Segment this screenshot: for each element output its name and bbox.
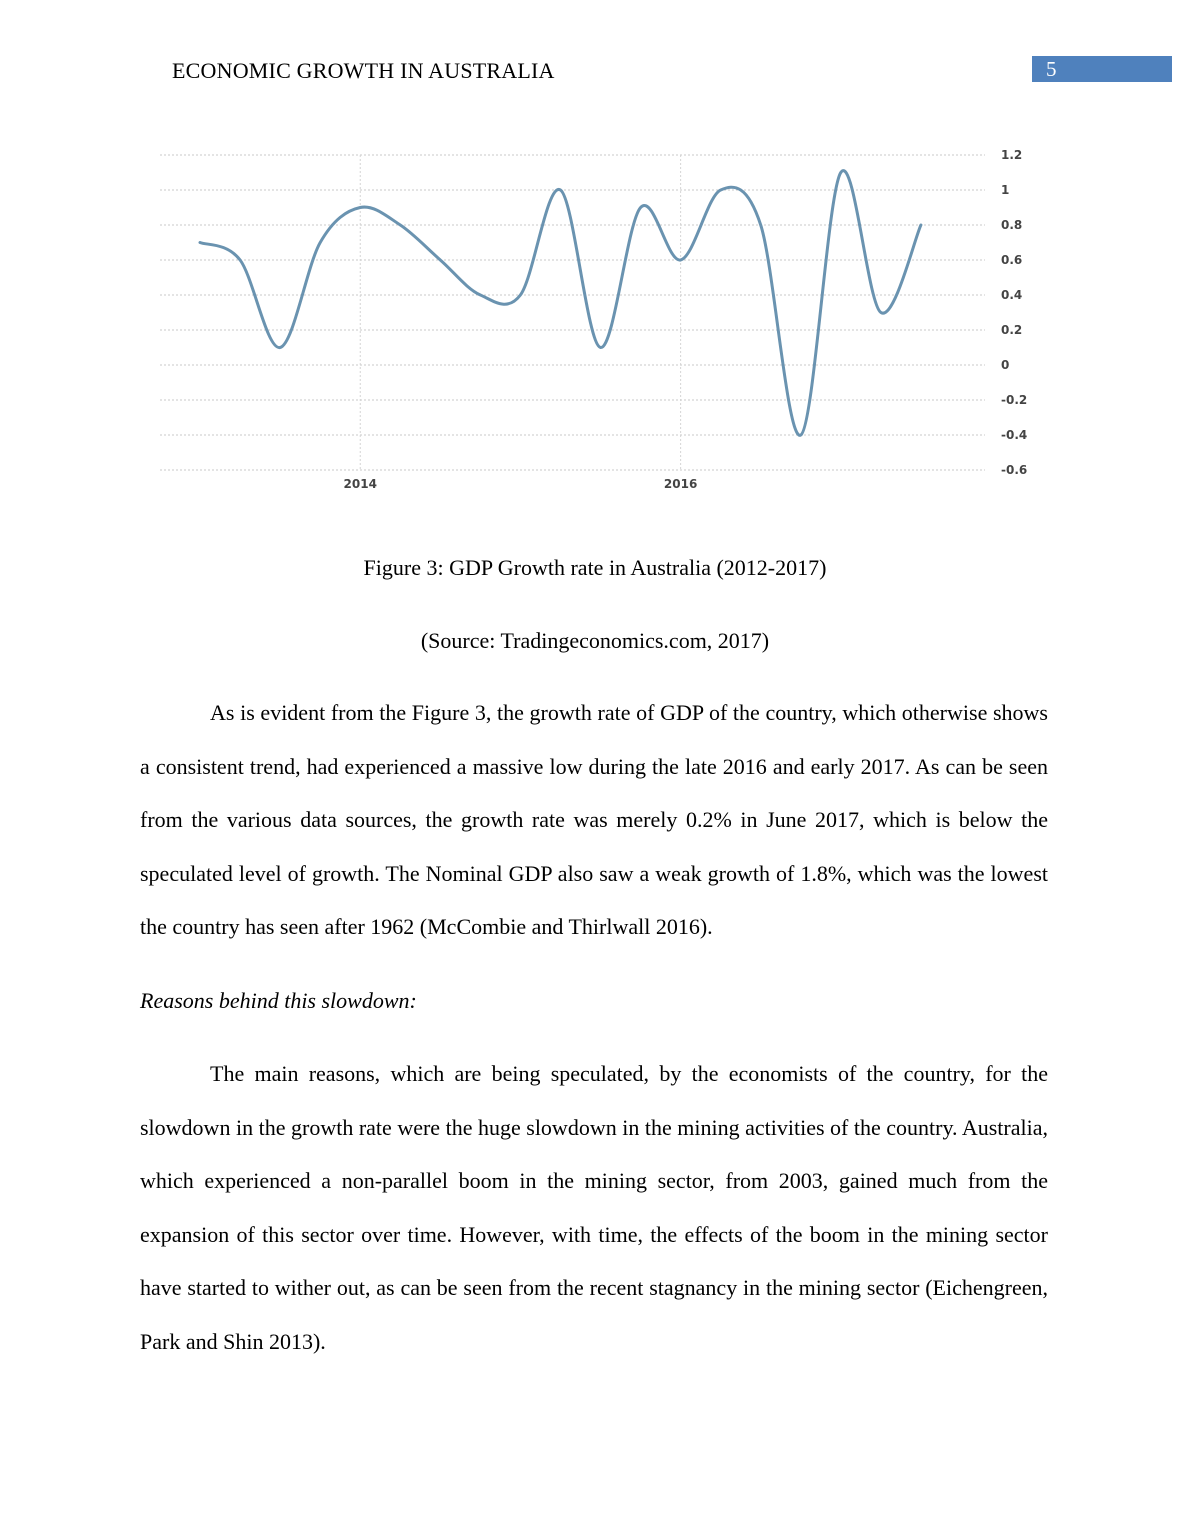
data-point: [719, 188, 723, 192]
chart-tick-labels: [344, 148, 1028, 491]
y-tick-label: 1: [1001, 183, 1010, 197]
gdp-growth-series-line: [200, 171, 921, 436]
data-point: [518, 293, 522, 297]
data-point: [358, 206, 362, 210]
body-paragraph-2: [140, 1047, 1048, 1368]
figure-source: (Source: Tradingeconomics.com, 2017): [420, 628, 770, 653]
data-point: [478, 293, 482, 297]
running-header-title: ECONOMIC GROWTH IN AUSTRALIA: [172, 58, 555, 83]
data-point: [759, 223, 763, 227]
y-tick-label: -0.6: [1001, 463, 1028, 477]
x-tick-label: 2016: [663, 477, 698, 491]
section-subheading: Reasons behind this slowdown:: [140, 988, 417, 1013]
paragraph-2-text: The main reasons, which are being speculated, by the economists of the country, for the slowdown in the growth rate were the huge slowdown in the mining activities of the country. Australia, which experienced a non-parallel boom in the mining sector, from 2003, gained much from the expansion of this sector over time. However, with time, the effects of the boom in the mining sector have started to wither out, as can be seen from the recent stagnancy in the mining sector (Eichengreen, Park and Shin 2013).: [140, 1061, 1048, 1354]
data-point: [398, 223, 402, 227]
gdp-growth-chart: [150, 140, 1040, 500]
y-tick-label: 0.8: [1001, 218, 1023, 232]
y-tick-label: 0.6: [1001, 253, 1023, 267]
y-tick-label: 0: [1001, 358, 1010, 372]
y-tick-label: -0.2: [1001, 393, 1028, 407]
paragraph-1-text: As is evident from the Figure 3, the growth rate of GDP of the country, which otherwise shows a consistent trend, had experienced a massive low during the late 2016 and early 2017. As can be seen from the various data sources, the growth rate was merely 0.2% in June 2017, which is below the speculated level of growth. The Nominal GDP also saw a weak growth of 1.8%, which was the lowest the country has seen after 1962 (McCombie and Thirlwall 2016).: [140, 700, 1048, 939]
x-tick-label: 2014: [343, 477, 377, 491]
body-paragraph-1: [140, 686, 1048, 954]
data-point: [198, 241, 202, 245]
y-tick-label: 0.4: [1001, 288, 1023, 302]
data-point: [278, 346, 282, 350]
data-point: [839, 171, 843, 175]
chart-series-layer: [198, 171, 923, 438]
y-tick-label: 1.2: [1001, 148, 1023, 162]
data-point: [599, 346, 603, 350]
data-point: [679, 258, 683, 262]
data-point: [438, 258, 442, 262]
data-point: [639, 206, 643, 210]
data-point: [558, 188, 562, 192]
y-tick-label: -0.4: [1001, 428, 1028, 442]
data-point: [238, 258, 242, 262]
y-tick-label: 0.2: [1001, 323, 1023, 337]
page-number-badge: 5: [1032, 56, 1172, 82]
chart-svg: [150, 140, 1040, 500]
data-point: [318, 241, 322, 245]
chart-gridlines: [160, 155, 985, 470]
figure-caption: Figure 3: GDP Growth rate in Australia (2012-2017): [363, 555, 827, 580]
data-point: [919, 223, 923, 227]
data-point: [879, 311, 883, 315]
data-point: [799, 433, 803, 437]
